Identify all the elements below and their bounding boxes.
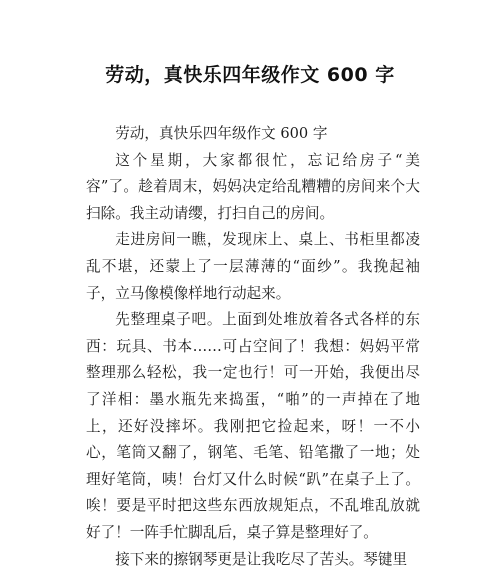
paragraph: 这个星期，大家都很忙，忘记给房子“美容”了。趁着周末，妈妈决定给乱糟糟的房间来个大扫除。我主动请缨，打扫自己的房间。 <box>86 151 420 222</box>
paragraph: 先整理桌子吧。上面到处堆放着各式各样的东西：玩具、书本……可占空间了！我想：妈妈平常整理那么轻松，我一定也行！可一开始，我便出尽了洋相：墨水瓶先来捣蛋，“啪”的一声掉在了地上，还好没摔坏。我刚把它捡起来，呀！一不小心，笔筒又翻了，钢笔、毛笔、铅笔撒了一地；处理好笔筒，咦！台灯又什么时候“趴”在桌子上了。唉！要是平时把这些东西放规矩点，不乱堆乱放就好了！一阵手忙脚乱后，桌子算是整理好了。 <box>86 311 420 541</box>
paragraph: 劳动，真快乐四年级作文 600 字 <box>115 125 328 142</box>
paragraph: 走进房间一瞧，发现床上、桌上、书柜里都凌乱不堪，还蒙上了一层薄薄的“面纱”。我挽起袖子，立马像模像样地行动起来。 <box>86 231 420 302</box>
document-title: 劳动，真快乐四年级作文 600 字 <box>105 64 395 86</box>
document-body <box>86 121 420 566</box>
paragraph: 接下来的擦钢琴更是让我吃尽了苦头。琴键里 <box>115 550 408 566</box>
